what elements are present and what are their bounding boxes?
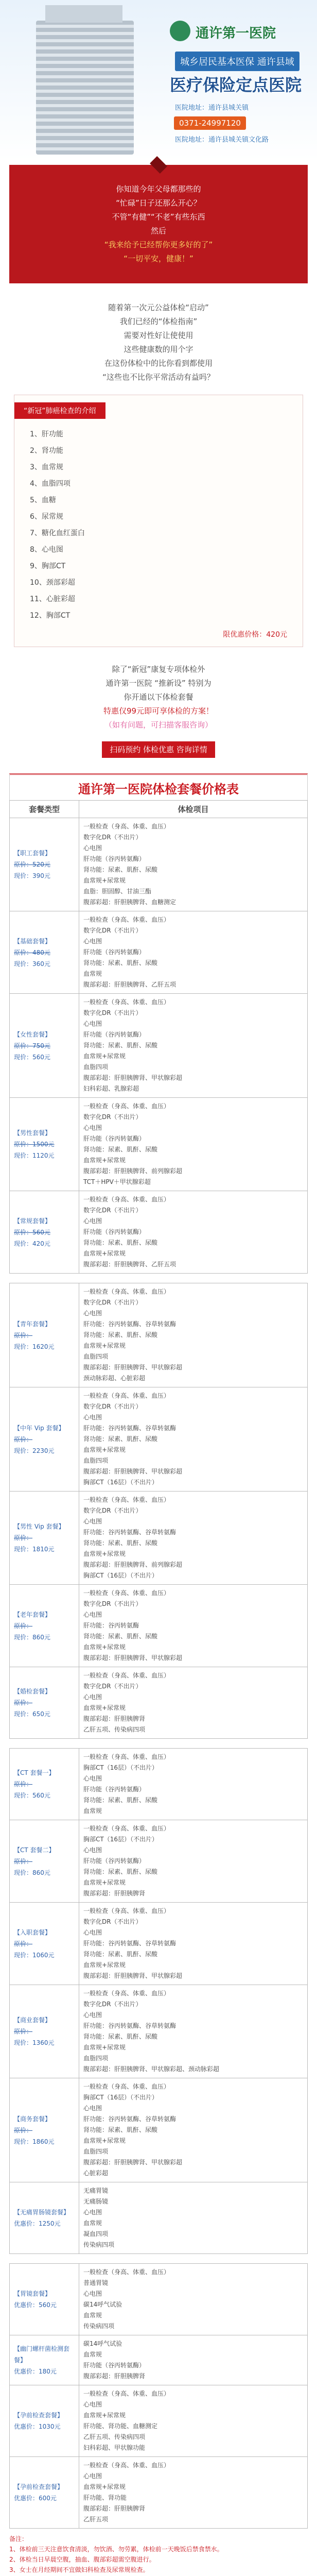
hero-address: 医院地址：通许县城关镇 <box>175 104 249 112</box>
original-price: 原价： <box>14 2028 33 2035</box>
table-row <box>10 2078 308 2182</box>
table-row <box>10 1749 308 1820</box>
poem-line: 你知道今年父母都那些的 <box>116 184 201 194</box>
package-name: 【男性 Vip 套餐】 <box>14 1523 65 1530</box>
items-cell: 一般检查（身高、体重、血压） 数字化DR（不出片） 心电图 肝功能（谷丙转氨酶） 肾功能：尿素、肌酐、尿酸 血常规+尿常规 腹部彩超：肝胆胰脾肾、前列腺彩超 TCT＋HPV＋甲状腺彩超 <box>79 1098 308 1191</box>
original-price: 原价：750元 <box>14 1042 50 1049</box>
package-name: 【CT 套餐二】 <box>14 1846 55 1854</box>
poem-line: “忙碌”日子还那么开心？ <box>116 198 201 208</box>
promo-line: 除了“新冠”康复专项体检外 <box>112 665 205 674</box>
package-tag: “新冠”肺癌检查的介绍 <box>14 402 105 419</box>
table-header-row <box>10 801 308 818</box>
current-price: 现价：2230元 <box>14 1447 55 1454</box>
items-cell: 一般检查（身高、体重、血压） 数字化DR（不出片） 心电图 肝功能：谷丙转氨酶、谷草转氨酶 肾功能：尿素、肌酐、尿酸 血常规+尿常规 腹部彩超：肝胆胰脾肾、前列腺彩超 胸部CT（16层）（不出片） <box>79 1492 308 1585</box>
hero-headline: 医疗保险定点医院 <box>170 75 302 95</box>
original-price: 原价：560元 <box>14 1228 50 1236</box>
current-price: 优惠价：600元 <box>14 2495 57 2502</box>
package-price: 限优惠价格：420元 <box>223 631 287 639</box>
package-cell <box>10 2264 79 2335</box>
current-price: 现价：860元 <box>14 1633 50 1641</box>
price-table-section <box>9 773 308 2529</box>
package-item: 9、胸部CT <box>30 562 66 570</box>
items-cell: 一般检查（身高、体重、血压） 心电图 血常规+尿常规 肝功能、肾功能、血糖测定 乙肝五项、传染病四项 妇科彩超、甲状腺功能 <box>79 2385 308 2457</box>
package-item: 1、肝功能 <box>30 430 63 438</box>
promo-line: 通许第一医院 “推新设” 特别为 <box>105 679 212 688</box>
table-title: 通许第一医院体检套餐价格表 <box>9 773 308 800</box>
package-name: 【常规套餐】 <box>14 1217 51 1225</box>
price-table <box>9 1283 308 1739</box>
items-cell: 一般检查（身高、体重、血压） 数字化DR（不出片） 心电图 肝功能：谷丙转氨酶、谷草转氨酶 肾功能：尿素、肌酐、尿酸 血常规+尿常规 血脂四项 腹部彩超：肝胆胰脾肾、甲状腺彩超 胸部CT（16层）（不出片） <box>79 1387 308 1492</box>
original-price: 原价： <box>14 1435 33 1443</box>
items-cell: 一般检查（身高、体重、血压） 数字化DR（不出片） 心电图 肝功能：谷丙转氨酶、谷草转氨酶 肾功能：尿素、肌酐、尿酸 血常规+尿常规 血脂四项 腹部彩超：肝胆胰脾肾、甲状腺彩超、颈动脉彩超 <box>79 1985 308 2078</box>
original-price: 原价： <box>14 1857 33 1865</box>
current-price: 现价：1060元 <box>14 1951 55 1959</box>
table-row <box>10 1492 308 1585</box>
story-line: 这些健康数的用个字 <box>124 345 193 354</box>
package-name: 【男性套餐】 <box>14 1129 51 1137</box>
package-cell <box>10 1191 79 1274</box>
package-cell <box>10 1098 79 1191</box>
package-cell <box>10 1585 79 1667</box>
current-price: 现价：1860元 <box>14 2138 55 2145</box>
package-items <box>14 426 303 624</box>
current-price: 现价：1120元 <box>14 1152 55 1159</box>
current-price: 优惠价：180元 <box>14 2368 57 2375</box>
package-name: 【女性套餐】 <box>14 1030 51 1038</box>
table-header-cell: 体检项目 <box>79 801 308 818</box>
current-price: 现价：360元 <box>14 960 50 968</box>
items-cell: 一般检查（身高、体重、血压） 数字化DR（不出片） 心电图 肝功能（谷丙转氨酶） 肾功能：尿素、肌酐、尿酸 血常规+尿常规 血脂四项 腹部彩超：肝胆胰脾肾、甲状腺彩超 妇科彩超、乳腺彩超 <box>79 994 308 1098</box>
package-name: 【孕前检查套餐】 <box>14 2412 64 2419</box>
package-cell <box>10 1492 79 1585</box>
notes-section <box>9 2534 308 2576</box>
poem-line: 然后 <box>150 226 166 235</box>
original-price: 原价： <box>14 1534 33 1541</box>
items-cell: 一般检查（身高、体重、血压） 数字化DR（不出片） 心电图 肝功能：谷丙转氨酶 肾功能：尿素、肌酐、尿酸 血常规+尿常规 腹部彩超：肝胆胰脾肾、甲状腺彩超 <box>79 1585 308 1667</box>
items-cell: 一般检查（身高、体重、血压） 胸部CT（16层）（不出片） 心电图 肝功能（谷丙转氨酶） 肾功能：尿素、肌酐、尿酸 血常规+尿常规 腹部彩超：肝胆胰脾肾 <box>79 1820 308 1903</box>
story-section <box>0 296 317 395</box>
promo-line: 特惠仅99元即可享体检的方案！ <box>103 706 214 716</box>
package-name: 【入职套餐】 <box>14 1928 51 1936</box>
items-cell: 一般检查（身高、体重、血压） 数字化DR（不出片） 心电图 肝功能：谷丙转氨酶、谷草转氨酶 肾功能：尿素、肌酐、尿酸 血常规+尿常规 血脂四项 腹部彩超：肝胆胰脾肾、甲状腺彩超 颈动脉彩超、心脏彩超 <box>79 1283 308 1387</box>
package-item: 8、心电图 <box>30 546 63 554</box>
hospital-building-image <box>36 21 134 155</box>
package-item: 6、尿常规 <box>30 513 63 521</box>
price-table <box>9 2263 308 2529</box>
hero-phone[interactable]: 0371-24997120 <box>174 116 246 130</box>
package-item: 2、肾功能 <box>30 447 63 455</box>
current-price: 优惠价：560元 <box>14 2301 57 2309</box>
poem-line: “一切平安，健康！” <box>124 254 193 263</box>
current-price: 现价：650元 <box>14 1710 50 1718</box>
package-cell <box>10 2457 79 2529</box>
poem-line: “我来给予已经帮你更多好的了” <box>104 240 213 249</box>
package-item: 10、颈部彩超 <box>30 579 75 587</box>
package-name: 【商业套餐】 <box>14 2016 51 2024</box>
package-item: 4、血脂四项 <box>30 480 71 488</box>
current-price: 现价：560元 <box>14 1792 50 1799</box>
package-item: 12、胸部CT <box>30 612 71 620</box>
current-price: 优惠价：1030元 <box>14 2423 61 2430</box>
package-cell <box>10 1903 79 1985</box>
package-cell <box>10 1820 79 1903</box>
package-cell <box>10 818 79 911</box>
table-row <box>10 1387 308 1492</box>
note-line: 备注： <box>9 2535 28 2543</box>
hospital-name: 通许第一医院 <box>196 26 276 41</box>
poem-section <box>0 161 317 296</box>
package-cell <box>10 1283 79 1387</box>
covid-package-box <box>14 395 303 647</box>
package-name: 【胃镜套餐】 <box>14 2290 51 2297</box>
package-name: 【商务套餐】 <box>14 2115 51 2123</box>
story-line: 在这份体检中的比你看到都使用 <box>104 359 213 368</box>
items-cell: 一般检查（身高、体重、血压） 胸部CT（16层）（不出片） 心电图 肝功能：谷丙转氨酶、谷草转氨酶 肾功能：尿素、肌酐、尿酸 血常规+尿常规 血脂四项 腹部彩超：肝胆胰脾肾、甲状腺彩超 心脏彩超 <box>79 2078 308 2182</box>
current-price: 现价：390元 <box>14 872 50 879</box>
story-line: 我们已经的“体检指南” <box>119 317 198 326</box>
package-cell <box>10 1749 79 1820</box>
original-price: 原价：520元 <box>14 861 50 868</box>
package-cell <box>10 1387 79 1492</box>
table-row <box>10 994 308 1098</box>
note-line: 3、女士在月经期间不宜做妇科检查及尿常规检查。 <box>9 2566 149 2573</box>
items-cell: 一般检查（身高、体重、血压） 数字化DR（不出片） 心电图 肝功能（谷丙转氨酶） 肾功能：尿素、肌酐、尿酸 血常规+尿常规 腹部彩超：肝胆胰脾肾、乙肝五项 <box>79 1191 308 1274</box>
package-cell <box>10 1985 79 2078</box>
items-cell: 无痛胃镜 无痛肠镜 心电图 血常规 凝血四项 传染病四项 <box>79 2182 308 2254</box>
table-header-cell: 套餐类型 <box>10 801 79 818</box>
items-cell: 一般检查（身高、体重、血压） 数字化DR（不出片） 心电图 肝功能：谷丙转氨酶、谷草转氨酶 肾功能：尿素、肌酐、尿酸 血常规+尿常规 腹部彩超：肝胆胰脾肾、甲状腺彩超 <box>79 1903 308 1985</box>
original-price: 原价： <box>14 1699 33 1706</box>
promo-line: （如有问题，可扫描客服咨询） <box>104 720 213 730</box>
current-price: 现价：1620元 <box>14 1343 55 1350</box>
package-item: 7、糖化血红蛋白 <box>30 529 85 537</box>
hero-address-line2: 医院地址：通许县城关镇文化路 <box>175 136 269 144</box>
table-row <box>10 2182 308 2254</box>
package-cell <box>10 1667 79 1739</box>
table-row <box>10 2264 308 2335</box>
table-group-gap <box>9 2254 308 2263</box>
package-name: 【青年套餐】 <box>14 1320 51 1328</box>
original-price: 原价： <box>14 1781 33 1788</box>
current-price: 现价：1810元 <box>14 1546 55 1553</box>
original-price: 原价： <box>14 2126 33 2134</box>
promo-qr-button[interactable]: 扫码预约 体检优惠 咨询详情 <box>102 741 215 758</box>
original-price: 原价： <box>14 1622 33 1630</box>
package-cell <box>10 2078 79 2182</box>
package-item: 11、心脏彩超 <box>30 595 75 603</box>
items-cell: 一般检查（身高、体重、血压） 普通胃镜 心电图 碳14呼气试验 血常规 传染病四项 <box>79 2264 308 2335</box>
package-item: 5、血糖 <box>30 496 56 504</box>
table-row <box>10 2457 308 2529</box>
table-row <box>10 1903 308 1985</box>
items-cell: 碳14呼气试验 血常规 肝功能（谷丙转氨酶） 腹部彩超：肝胆胰脾肾 <box>79 2335 308 2385</box>
hero-header <box>0 0 317 161</box>
table-row <box>10 1098 308 1191</box>
package-name: 【职工套餐】 <box>14 850 51 857</box>
table-row <box>10 1820 308 1903</box>
poem-line: 不管“有健”“不老”有些东西 <box>112 212 205 222</box>
hospital-logo-icon <box>170 21 190 41</box>
table-row <box>10 1585 308 1667</box>
current-price: 现价：1360元 <box>14 2039 55 2046</box>
price-table <box>9 800 308 1274</box>
promo-section <box>0 657 317 763</box>
story-line: 随着第一次元公益体检“启动” <box>108 303 209 312</box>
promo-line: 你开通以下体检套餐 <box>124 692 193 702</box>
package-cell <box>10 994 79 1098</box>
insurance-badge: 城乡居民基本医保 通许县域 <box>175 52 300 71</box>
table-row <box>10 1667 308 1739</box>
price-table <box>9 1748 308 2254</box>
package-name: 【基础套餐】 <box>14 937 51 945</box>
table-row <box>10 2385 308 2457</box>
table-row <box>10 1985 308 2078</box>
package-cell <box>10 2335 79 2385</box>
package-cell <box>10 911 79 994</box>
package-name: 【幽门螺杆菌检测套餐】 <box>14 2345 70 2364</box>
table-row <box>10 2335 308 2385</box>
story-line: “这些也不比你平常活动有益吗？ <box>102 372 215 382</box>
package-name: 【老年套餐】 <box>14 1611 51 1618</box>
items-cell: 一般检查（身高、体重、血压） 数字化DR（不出片） 心电图 血常规+尿常规 腹部彩超：肝胆胰脾肾 乙肝五项、传染病四项 <box>79 1667 308 1739</box>
items-cell: 一般检查（身高、体重、血压） 数字化DR（不出片） 心电图 肝功能（谷丙转氨酶） 肾功能：尿素、肌酐、尿酸 血常规+尿常规 血脂：胆固醇、甘油三酯 腹部彩超：肝胆胰脾肾、血糖测定 <box>79 818 308 911</box>
original-price: 原价：480元 <box>14 948 50 956</box>
package-name: 【中年 Vip 套餐】 <box>14 1424 65 1432</box>
original-price: 原价： <box>14 1331 33 1339</box>
table-groups <box>9 800 308 2529</box>
current-price: 现价：860元 <box>14 1869 50 1876</box>
package-cell <box>10 2182 79 2254</box>
table-row <box>10 818 308 911</box>
items-cell: 一般检查（身高、体重、血压） 心电图 血常规+尿常规 肝功能、肾功能 腹部彩超：肝胆胰脾肾 乙肝五项 <box>79 2457 308 2529</box>
items-cell: 一般检查（身高、体重、血压） 数字化DR（不出片） 心电图 肝功能（谷丙转氨酶） 肾功能：尿素、肌酐、尿酸 血常规 腹部彩超：肝胆胰脾肾、乙肝五项 <box>79 911 308 994</box>
note-line: 1、体检前三天注意饮食清淡，勿饮酒、勿劳累，体检前一天晚饭后禁食禁水。 <box>9 2546 223 2553</box>
story-line: 需要对性好让使使用 <box>124 331 193 340</box>
table-row <box>10 1283 308 1387</box>
table-row <box>10 1191 308 1274</box>
package-item: 3、血常规 <box>30 463 63 471</box>
package-name: 【无痛胃肠镜套餐】 <box>14 2209 70 2216</box>
current-price: 优惠价：1250元 <box>14 2220 61 2227</box>
poem-box <box>9 165 308 283</box>
package-name: 【孕前检查套餐】 <box>14 2483 64 2490</box>
table-group-gap <box>9 1739 308 1748</box>
items-cell: 一般检查（身高、体重、血压） 胸部CT（16层）（不出片） 心电图 肝功能（谷丙转氨酶） 肾功能：尿素、肌酐、尿酸 血常规 <box>79 1749 308 1820</box>
table-row <box>10 911 308 994</box>
current-price: 现价：560元 <box>14 1053 50 1061</box>
package-cell <box>10 2385 79 2457</box>
note-line: 2、体检当日早晨空腹，抽血、腹部彩超需空腹进行。 <box>9 2556 155 2563</box>
original-price: 原价：1500元 <box>14 1141 55 1148</box>
table-group-gap <box>9 1274 308 1283</box>
original-price: 原价： <box>14 1940 33 1947</box>
package-name: 【CT 套餐一】 <box>14 1769 55 1776</box>
current-price: 现价：420元 <box>14 1240 50 1247</box>
package-name: 【婚检套餐】 <box>14 1688 51 1695</box>
